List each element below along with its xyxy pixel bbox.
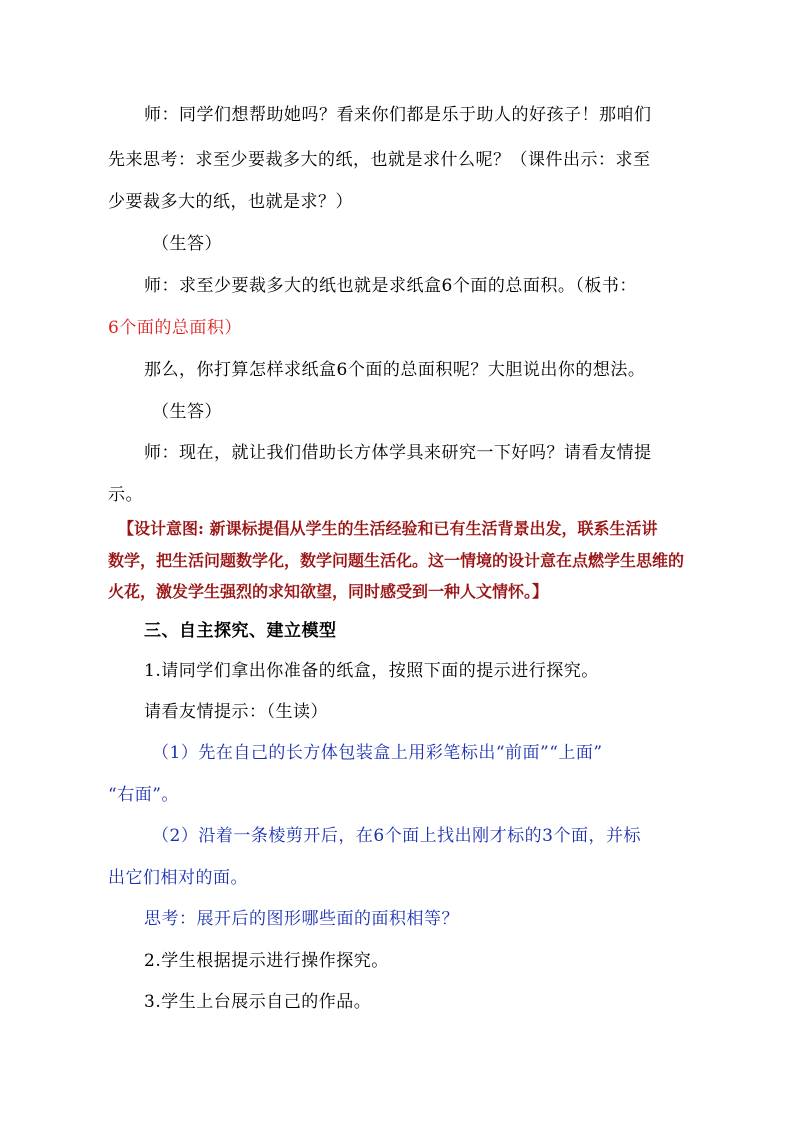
paragraph-teacher-tips-line-1: 师：现在，就让我们借助长方体学具来研究一下好吗？请看友情提 [144, 443, 652, 463]
design-intent-line-3: 火花，激发学生强烈的求知欲望，同时感受到一种人文情怀。】 [108, 582, 549, 601]
design-intent-line-1: 【设计意图: 新课标提倡从学生的生活经验和已有生活背景出发，联系生活讲 [118, 519, 658, 538]
tip-1-line-1: （1）先在自己的长方体包装盒上用彩笔标出“前面”“上面” [152, 743, 603, 763]
paragraph-teacher-line-1: 师：同学们想帮助她吗？看来你们都是乐于助人的好孩子！那咱们 [144, 105, 652, 125]
paragraph-teacher-tips-line-2: 示。 [108, 485, 143, 505]
board-writing-total-area: 6个面的总面积） [108, 318, 242, 338]
section-heading: 三、自主探究、建立模型 [144, 621, 337, 641]
paragraph-teacher-line-2: 先来思考：求至少要裁多大的纸，也就是求什么呢？（课件出示：求至 [108, 150, 651, 170]
paragraph-teacher-line-3: 少要裁多大的纸，也就是求？） [108, 192, 353, 212]
tips-intro: 请看友情提示：（生读） [144, 702, 328, 722]
step-2: 2.学生根据提示进行操作探究。 [144, 951, 389, 971]
student-answer-2: （生答） [152, 402, 222, 422]
design-intent-line-2: 数学，把生活问题数学化，数学问题生活化。这一情境的设计意在点燃学生思维的 [108, 551, 685, 570]
tip-2-line-2: 出它们相对的面。 [108, 868, 248, 888]
paragraph-teacher-board-line-1: 师：求至少要裁多大的纸也就是求纸盒6个面的总面积。（板书： [144, 276, 637, 296]
tip-1-line-2: “右面”。 [108, 785, 179, 805]
step-1: 1.请同学们拿出你准备的纸盒，按照下面的提示进行探究。 [144, 661, 599, 681]
step-3: 3.学生上台展示自己的作品。 [144, 992, 372, 1012]
tip-2-line-1: （2）沿着一条棱剪开后，在6个面上找出刚才标的3个面，并标 [152, 826, 641, 846]
student-answer-1: （生答） [152, 234, 222, 254]
paragraph-question: 那么，你打算怎样求纸盒6个面的总面积呢？大胆说出你的想法。 [144, 360, 646, 380]
think-question: 思考：展开后的图形哪些面的面积相等？ [144, 909, 459, 929]
